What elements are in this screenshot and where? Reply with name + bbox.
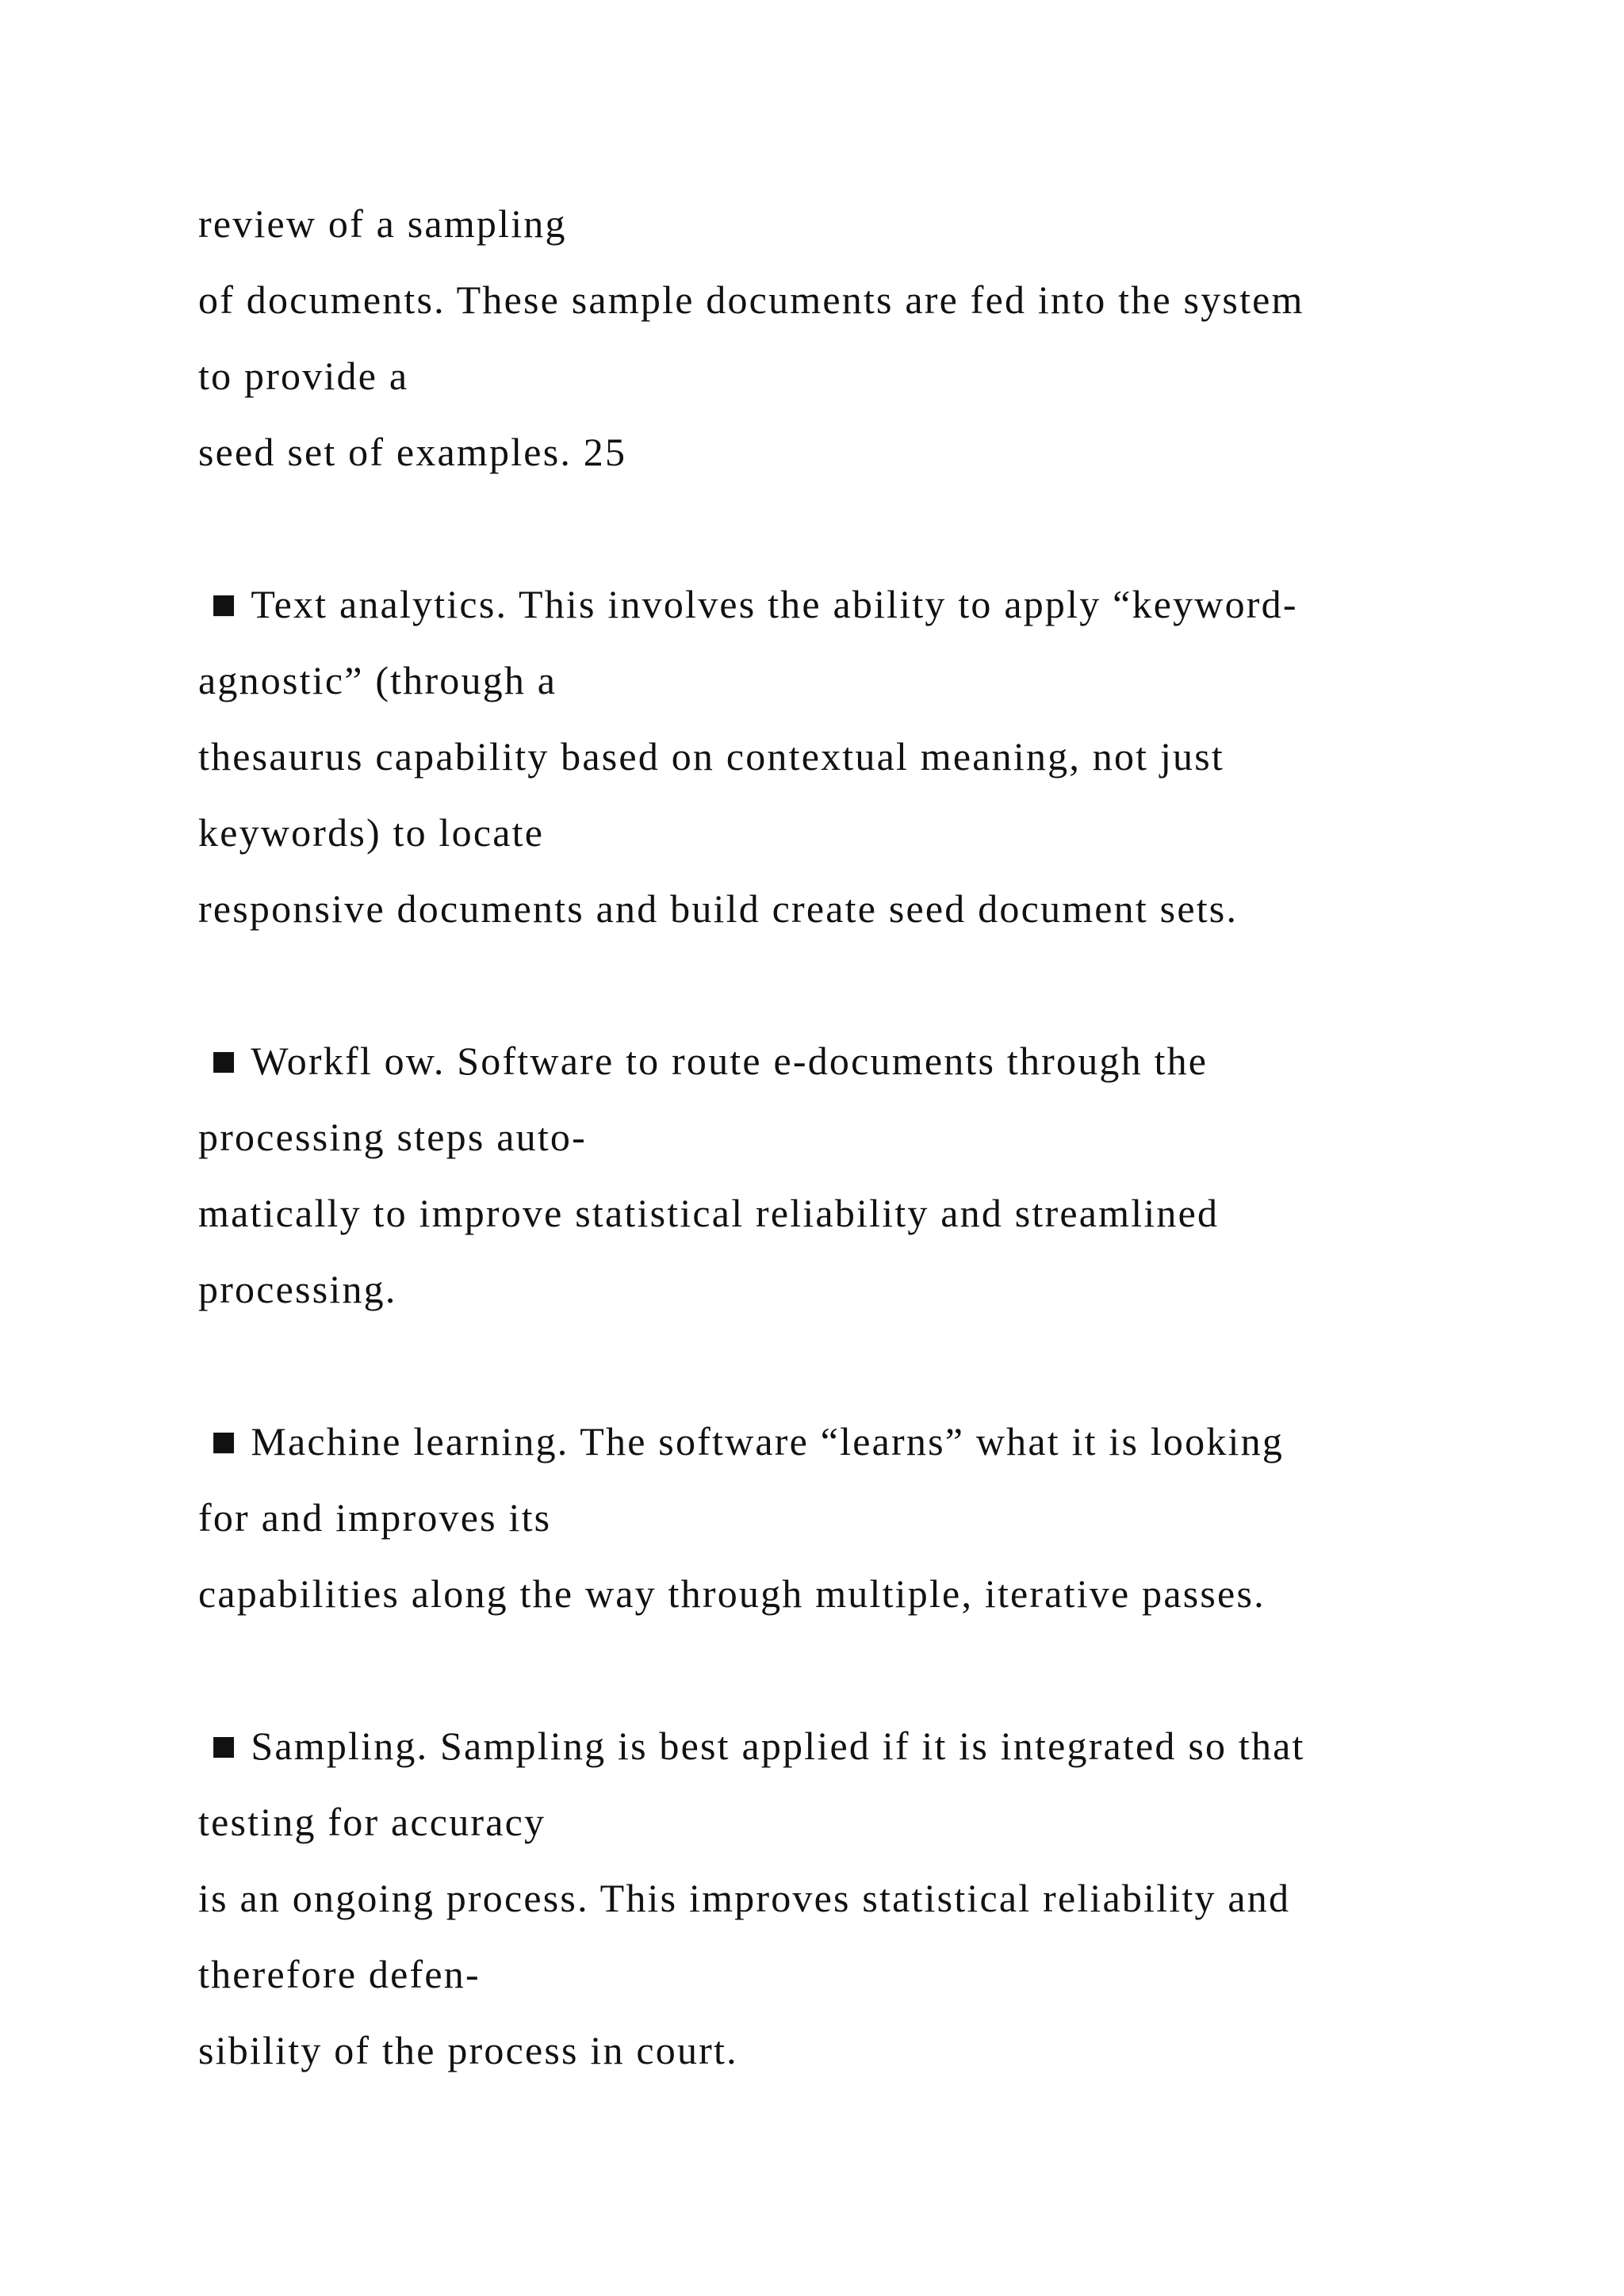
text-line-16: capabilities along the way through multiple, iterative passes. xyxy=(198,1571,1266,1616)
bullet-square-icon: ■ xyxy=(211,1045,239,1077)
text-line-13: processing. xyxy=(198,1267,397,1311)
bullet-text: Workfl ow. Software to route e-documents through the xyxy=(251,1039,1208,1083)
text-line-8: keywords) to locate xyxy=(198,810,545,855)
bullet-text-analytics-line-1 xyxy=(198,580,1298,628)
text-line-19: is an ongoing process. This improves statistical reliability and xyxy=(198,1876,1291,1920)
text-line-7: thesaurus capability based on contextual meaning, not just xyxy=(198,734,1224,779)
bullet-text: Machine learning. The software “learns” what it is looking xyxy=(251,1419,1285,1464)
bullet-text: Sampling. Sampling is best applied if it is integrated so that xyxy=(251,1724,1305,1768)
text-line-4: seed set of examples. 25 xyxy=(198,430,627,474)
text-line-1: review of a sampling xyxy=(198,201,567,246)
bullet-square-icon: ■ xyxy=(211,588,239,620)
bullet-sampling-line-1 xyxy=(198,1722,1305,1770)
bullet-square-icon: ■ xyxy=(211,1425,239,1457)
bullet-workflow-line-1 xyxy=(198,1037,1208,1085)
text-line-20: therefore defen- xyxy=(198,1952,481,1996)
text-line-21: sibility of the process in court. xyxy=(198,2028,738,2072)
bullet-machine-learning-line-1 xyxy=(198,1418,1284,1465)
bullet-square-icon: ■ xyxy=(211,1730,239,1762)
text-line-18: testing for accuracy xyxy=(198,1800,546,1844)
text-line-6: agnostic” (through a xyxy=(198,658,557,702)
text-line-15: for and improves its xyxy=(198,1495,552,1540)
text-line-11: processing steps auto- xyxy=(198,1115,587,1159)
text-line-2: of documents. These sample documents are fed into the system xyxy=(198,277,1304,322)
text-line-12: matically to improve statistical reliability and streamlined xyxy=(198,1191,1220,1235)
text-line-3: to provide a xyxy=(198,354,409,398)
bullet-text: Text analytics. This involves the ability to apply “keyword- xyxy=(251,582,1298,626)
text-line-9: responsive documents and build create seed document sets. xyxy=(198,886,1239,931)
